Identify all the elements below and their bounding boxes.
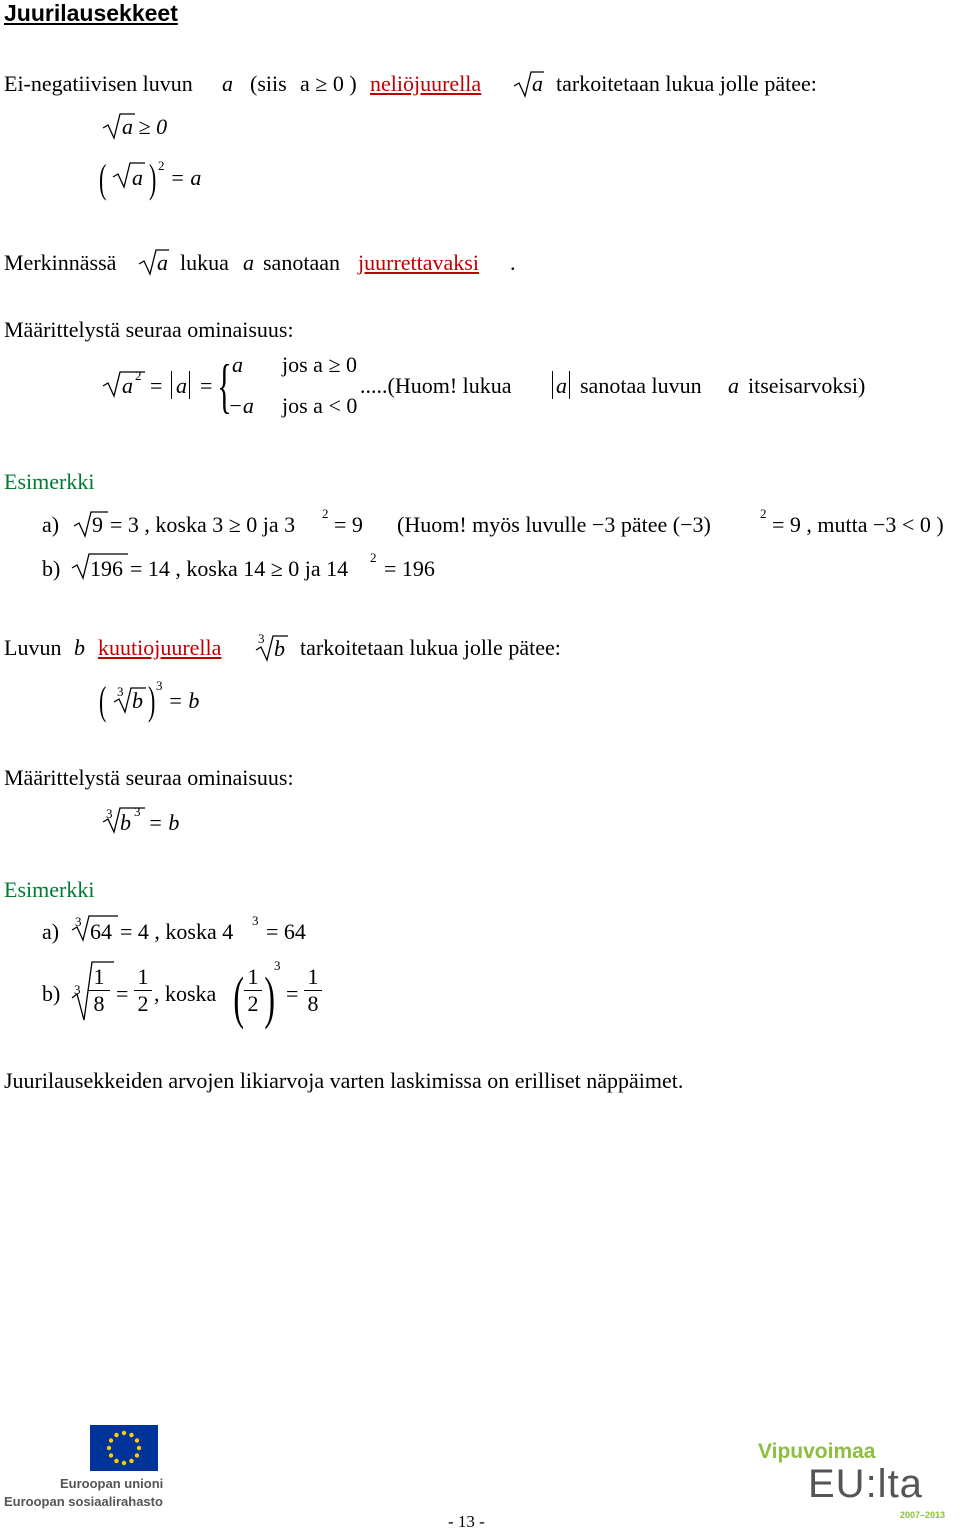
left-paren: ( <box>98 156 107 201</box>
def1-eq1: = <box>150 373 163 398</box>
intro-var-a: a <box>222 71 233 96</box>
vipuvoimaa-years: 2007–2013 <box>900 1510 946 1520</box>
numerator: 1 <box>247 964 259 989</box>
definition-lead-2: Määrittelystä seuraa ominaisuus: <box>4 765 294 790</box>
left-paren: ( <box>233 965 244 1030</box>
def2-index: 3 <box>106 806 113 821</box>
eu-star <box>107 1446 111 1450</box>
def2-exp: 3 <box>134 804 141 819</box>
denominator: 2 <box>134 990 152 1017</box>
cube-root-arg: b <box>274 636 285 661</box>
def1-abs-arg: a <box>176 373 187 398</box>
fraction <box>88 964 110 1017</box>
example-2b-eq2: = <box>286 981 299 1006</box>
case2-value: −a <box>228 393 254 418</box>
def1-lhs-exp: 2 <box>135 368 142 383</box>
example-1b-arg: 196 <box>90 556 123 581</box>
example-1a-rest1: = 3 , koska 3 ≥ 0 ja 3 <box>110 512 296 537</box>
example-2b-index: 3 <box>74 982 81 997</box>
condition-1: a ≥ 0 <box>122 114 168 139</box>
link-kuutiojuuri[interactable]: kuutiojuurella <box>98 635 222 660</box>
fraction <box>304 964 322 1017</box>
example-2a-label: a) <box>42 919 60 944</box>
example-heading-2: Esimerkki <box>4 877 95 902</box>
abs-bar-right <box>569 371 570 399</box>
denominator: 8 <box>304 990 322 1017</box>
eu-star <box>129 1459 133 1463</box>
eu-star <box>135 1453 139 1457</box>
example-2b-koska: , koska <box>154 981 217 1006</box>
merk-period: . <box>510 250 516 275</box>
eu-label-2: Euroopan sosiaalirahasto <box>4 1494 163 1509</box>
note-var-a: a <box>728 373 739 398</box>
curly-brace: { <box>217 353 232 419</box>
merk-sanotaan: sanotaan <box>263 250 340 275</box>
eu-flag-icon <box>90 1425 158 1471</box>
abs-bar-left <box>171 371 172 399</box>
numerator: 1 <box>93 964 105 989</box>
intro-sqrt-arg: a <box>532 71 543 96</box>
eu-star <box>109 1453 113 1457</box>
note-end: itseisarvoksi) <box>748 373 866 398</box>
case1-value: a <box>232 352 243 377</box>
example-2b-eq: = <box>116 981 129 1006</box>
example-2b-label: b) <box>42 981 61 1006</box>
eu-star <box>122 1461 126 1465</box>
cube-text-start: Luvun <box>4 635 62 660</box>
link-neliojuuri[interactable]: neliöjuurella <box>370 71 482 96</box>
right-paren: ) <box>148 156 157 201</box>
def1-lhs-arg: a <box>122 373 133 398</box>
denominator: 8 <box>88 990 110 1017</box>
def1-eq2: = <box>200 373 213 398</box>
link-juurrettava[interactable]: juurrettavaksi <box>358 250 479 275</box>
note-mid: sanotaa luvun <box>580 373 702 398</box>
example-2a-index: 3 <box>75 914 82 929</box>
def2-arg: b <box>120 810 131 835</box>
closing-text: Juurilausekkeiden arvojen likiarvoja varten laskimissa on erilliset näppäimet. <box>4 1068 684 1093</box>
cube-text-end: tarkoitetaan lukua jolle pätee: <box>300 635 561 660</box>
example-1a-note-exp: 2 <box>760 506 767 521</box>
example-1b-rest2: = 196 <box>384 556 435 581</box>
example-1a-note2: = 9 , mutta −3 < 0 ) <box>772 512 944 537</box>
eulta-logo-text: EU:lta <box>808 1462 923 1506</box>
right-paren: ) <box>147 678 156 723</box>
example-heading-1: Esimerkki <box>4 469 95 494</box>
merk-text-start: Merkinnässä <box>4 250 117 275</box>
example-2a-arg: 64 <box>90 919 112 944</box>
example-1a-label: a) <box>42 512 60 537</box>
eu-star <box>135 1438 139 1442</box>
intro-text-end: tarkoitetaan lukua jolle pätee: <box>556 71 817 96</box>
numerator: 1 <box>137 964 149 989</box>
cube-root-index: 3 <box>258 631 265 646</box>
case2-condition: jos a < 0 <box>282 393 358 418</box>
example-1b-exp: 2 <box>370 550 377 565</box>
cube-eq-arg: b <box>132 688 143 713</box>
note-abs-arg: a <box>556 373 567 398</box>
eu-star <box>129 1433 133 1437</box>
case1-condition: jos a ≥ 0 <box>282 352 358 377</box>
left-paren: ( <box>98 678 107 723</box>
denominator: 2 <box>244 990 262 1017</box>
cube-eq-exp: 3 <box>156 678 163 693</box>
page-number: - 13 - <box>448 1512 485 1531</box>
example-2a-rest2: = 64 <box>266 919 306 944</box>
cube-eq-rhs: = b <box>168 688 200 713</box>
example-1a-exp: 2 <box>322 506 329 521</box>
condition-2-exponent: 2 <box>158 158 165 173</box>
intro-condition: a ≥ 0 ) <box>300 71 357 96</box>
eu-label-1: Euroopan unioni <box>60 1476 164 1491</box>
cube-var-b: b <box>74 635 85 660</box>
note-start: .....(Huom! lukua <box>360 373 512 398</box>
eu-star <box>122 1431 126 1435</box>
example-1b-label: b) <box>42 556 61 581</box>
intro-siis: (siis <box>250 71 287 96</box>
definition-lead: Määrittelystä seuraa ominaisuus: <box>4 317 294 342</box>
right-paren: ) <box>264 965 275 1030</box>
example-1a-rest2: = 9 <box>334 512 363 537</box>
merk-lukua: lukua <box>180 250 229 275</box>
def2-rhs: = b <box>148 810 180 835</box>
example-1a-arg: 9 <box>92 512 103 537</box>
fraction <box>134 964 152 1017</box>
page-title: Juurilausekkeet <box>4 0 178 26</box>
merk-var-a: a <box>243 250 254 275</box>
condition-2-rhs: = a <box>170 165 202 190</box>
eu-star <box>109 1438 113 1442</box>
merk-sqrt-arg: a <box>157 250 168 275</box>
intro-text-start: Ei-negatiivisen luvun <box>4 71 193 96</box>
condition-2-arg: a <box>132 165 143 190</box>
eu-star <box>114 1433 118 1437</box>
vipuvoimaa-logo-text: Vipuvoimaa <box>758 1440 876 1463</box>
cube-eq-index: 3 <box>117 684 124 699</box>
example-1b-rest1: = 14 , koska 14 ≥ 0 ja 14 <box>130 556 349 581</box>
eu-star <box>114 1459 118 1463</box>
example-2b-exp: 3 <box>274 958 281 973</box>
numerator: 1 <box>307 964 319 989</box>
example-1a-note1: (Huom! myös luvulle −3 pätee (−3) <box>397 512 711 537</box>
abs-bar-right <box>189 371 190 399</box>
example-2a-rest1: = 4 , koska 4 <box>120 919 234 944</box>
abs-bar-left <box>552 371 553 399</box>
example-2a-exp: 3 <box>252 913 259 928</box>
fraction <box>244 964 262 1017</box>
eu-star <box>137 1446 141 1450</box>
